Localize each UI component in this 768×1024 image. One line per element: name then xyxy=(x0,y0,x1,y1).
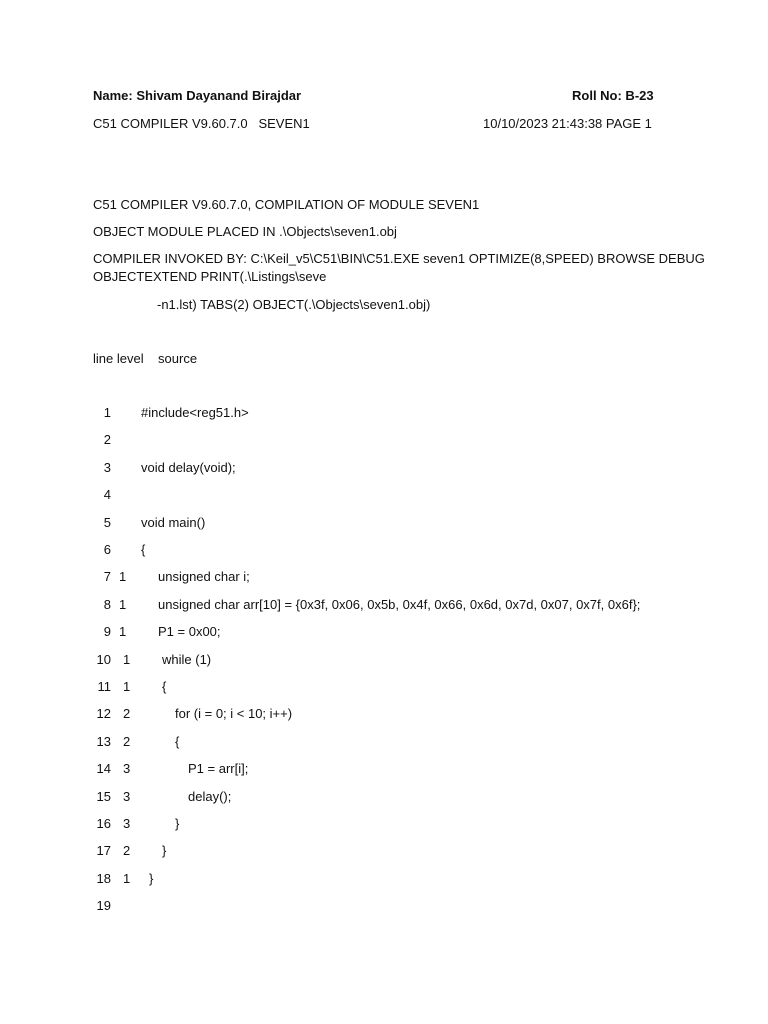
timestamp-page: 10/10/2023 21:43:38 PAGE 1 xyxy=(483,116,652,131)
source-code: { xyxy=(141,542,146,557)
compiler-version-line: C51 COMPILER V9.60.7.0 SEVEN1 xyxy=(93,116,310,131)
compilation-line: C51 COMPILER V9.60.7.0, COMPILATION OF MODULE SEVEN1 xyxy=(93,197,480,212)
code-line xyxy=(0,624,768,640)
line-number: 4 xyxy=(103,487,111,502)
code-line xyxy=(0,734,768,750)
nesting-level: 1 xyxy=(119,597,127,612)
line-number: 6 xyxy=(103,542,111,557)
source-code: } xyxy=(162,843,167,858)
line-number: 17 xyxy=(96,843,111,858)
code-line xyxy=(0,679,768,695)
source-code: for (i = 0; i < 10; i++) xyxy=(175,706,293,721)
line-number: 11 xyxy=(97,679,111,694)
source-code: { xyxy=(162,679,167,694)
code-line xyxy=(0,652,768,668)
source-code: P1 = 0x00; xyxy=(158,624,221,639)
object-placed-line: OBJECT MODULE PLACED IN .\Objects\seven1.obj xyxy=(93,224,397,239)
line-number: 15 xyxy=(96,789,111,804)
code-line xyxy=(0,789,768,805)
line-number: 3 xyxy=(103,460,111,475)
invoked-line-2: OBJECTEXTEND PRINT(.\Listings\seve xyxy=(93,269,327,284)
line-number: 12 xyxy=(96,706,111,721)
source-code: unsigned char arr[10] = {0x3f, 0x06, 0x5b, 0x4f, 0x66, 0x6d, 0x7d, 0x07, 0x7f, 0x6f}; xyxy=(158,597,641,612)
line-number: 18 xyxy=(96,871,111,886)
nesting-level: 3 xyxy=(123,816,131,831)
invoked-line-1: COMPILER INVOKED BY: C:\Keil_v5\C51\BIN\C51.EXE seven1 OPTIMIZE(8,SPEED) BROWSE DEBUG xyxy=(93,251,705,266)
source-code: void delay(void); xyxy=(141,460,236,475)
nesting-level: 1 xyxy=(123,652,131,667)
line-number: 9 xyxy=(103,624,111,639)
source-code: unsigned char i; xyxy=(158,569,250,584)
code-line xyxy=(0,706,768,722)
nesting-level: 1 xyxy=(123,871,131,886)
listing-header: line level source xyxy=(93,351,198,366)
code-line xyxy=(0,816,768,832)
student-name: Name: Shivam Dayanand Birajdar xyxy=(93,88,302,103)
code-line xyxy=(0,569,768,585)
line-number: 5 xyxy=(103,515,111,530)
nesting-level: 3 xyxy=(123,761,131,776)
source-code: } xyxy=(149,871,154,886)
nesting-level: 2 xyxy=(123,734,131,749)
code-line xyxy=(0,871,768,887)
source-code: void main() xyxy=(141,515,206,530)
code-line xyxy=(0,542,768,558)
line-number: 2 xyxy=(103,432,111,447)
line-number: 13 xyxy=(96,734,111,749)
source-code: while (1) xyxy=(162,652,212,667)
code-line xyxy=(0,898,768,914)
line-number: 19 xyxy=(96,898,111,913)
roll-number: Roll No: B-23 xyxy=(572,88,654,103)
code-line xyxy=(0,597,768,613)
source-code: #include<reg51.h> xyxy=(141,405,249,420)
nesting-level: 2 xyxy=(123,706,131,721)
source-code: { xyxy=(175,734,180,749)
nesting-level: 3 xyxy=(123,789,131,804)
code-line xyxy=(0,515,768,531)
code-line xyxy=(0,432,768,448)
nesting-level: 1 xyxy=(123,679,131,694)
nesting-level: 1 xyxy=(119,624,127,639)
code-line xyxy=(0,487,768,503)
code-line xyxy=(0,761,768,777)
line-number: 10 xyxy=(96,652,111,667)
line-number: 14 xyxy=(96,761,111,776)
nesting-level: 1 xyxy=(119,569,127,584)
line-number: 1 xyxy=(103,405,111,420)
code-line xyxy=(0,460,768,476)
source-code: } xyxy=(175,816,180,831)
nesting-level: 2 xyxy=(123,843,131,858)
invoked-line-3: -n1.lst) TABS(2) OBJECT(.\Objects\seven1.obj) xyxy=(157,297,431,312)
line-number: 16 xyxy=(96,816,111,831)
line-number: 8 xyxy=(103,597,111,612)
source-code: delay(); xyxy=(188,789,232,804)
line-number: 7 xyxy=(103,569,111,584)
code-line xyxy=(0,843,768,859)
source-code: P1 = arr[i]; xyxy=(188,761,249,776)
code-line xyxy=(0,405,768,421)
